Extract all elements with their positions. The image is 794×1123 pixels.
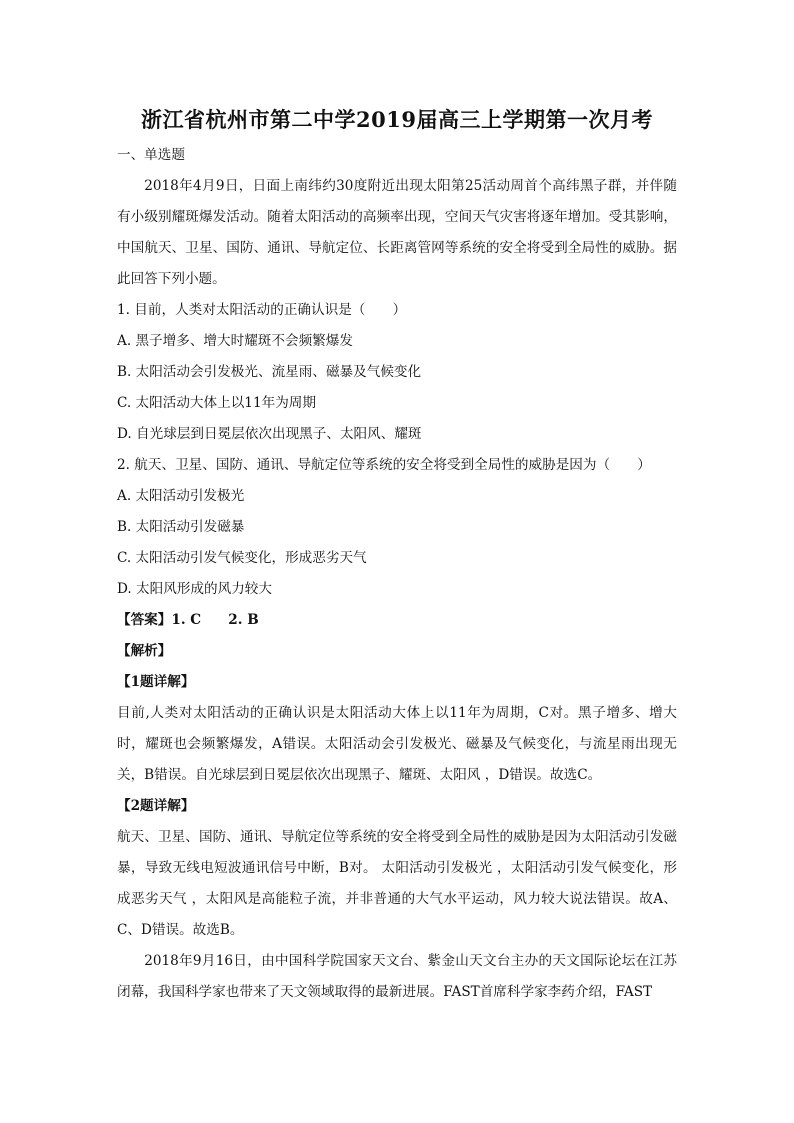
question-1-stem: 1. 目前，人类对太阳活动的正确认识是（ ） <box>117 302 407 318</box>
detail-1-heading: 【1题详解】 <box>117 674 195 690</box>
section-heading: 一、单选题 <box>117 147 185 163</box>
question-2-option-d: D. 太阳风形成的风力较大 <box>117 581 272 597</box>
question-2-option-b: B. 太阳活动引发磁暴 <box>117 519 245 535</box>
answer-line: 【答案】1. C 2. B <box>117 612 259 628</box>
detail-2-heading: 【2题详解】 <box>117 798 195 814</box>
passage-paragraph-2: 2018年9月16日，由中国科学院国家天文台、紫金山天文台主办的天文国际论坛在江苏闭幕，我国科学家也带来了天文领域取得的最新进展。FAST首席科学家李药介绍，FAST <box>117 953 677 1000</box>
analysis-heading: 【解析】 <box>117 643 172 659</box>
page-title: 浙江省杭州市第二中学2019届高三上学期第一次月考 <box>141 107 653 132</box>
question-2-stem: 2. 航天、卫星、国防、通讯、导航定位等系统的安全将受到全局性的威胁是因为（ ） <box>117 457 651 473</box>
passage-paragraph: 2018年4月9日，日面上南纬约30度附近出现太阳第25活动周首个高纬黑子群，并伴随有小级别耀斑爆发活动。随着太阳活动的高频率出现，空间天气灾害将逐年增加。受其影响，中国航天、卫星、国防、通讯、导航定位、长距离管网等系统的安全将受到全局性的威胁。据此回答下列小题。 <box>117 178 677 287</box>
question-1-option-c: C. 太阳活动大体上以11年为周期 <box>117 395 316 411</box>
question-2-option-a: A. 太阳活动引发极光 <box>117 488 245 504</box>
detail-2-text: 航天、卫星、国防、通讯、导航定位等系统的安全将受到全局性的威胁是因为太阳活动引发磁暴，导致无线电短波通讯信号中断，B对。 太阳活动引发极光 ，太阳活动引发气候变化，形成恶劣天气 ，太阳风是高能粒子流，并非普通的大气水平运动，风力较大说法错误。故A、C、D错误。故选B。 <box>117 829 677 938</box>
question-1-option-d: D. 自光球层到日冕层依次出现黑子、太阳风、耀斑 <box>117 426 422 442</box>
detail-1-text: 目前,人类对太阳活动的正确认识是太阳活动大体上以11年为周期，C对。黑子增多、增大时，耀斑也会频繁爆发，A错误。太阳活动会引发极光、磁暴及气候变化，与流星雨出现无关，B错误。自光球层到日冕层依次出现黑子、耀斑、太阳风 ，D错误。故选C。 <box>117 705 677 783</box>
question-1-option-b: B. 太阳活动会引发极光、流星雨、磁暴及气候变化 <box>117 364 422 380</box>
question-2-option-c: C. 太阳活动引发气候变化，形成恶劣天气 <box>117 550 367 566</box>
question-1-option-a: A. 黑子增多、增大时耀斑不会频繁爆发 <box>117 333 353 349</box>
document-body <box>117 140 677 1008</box>
